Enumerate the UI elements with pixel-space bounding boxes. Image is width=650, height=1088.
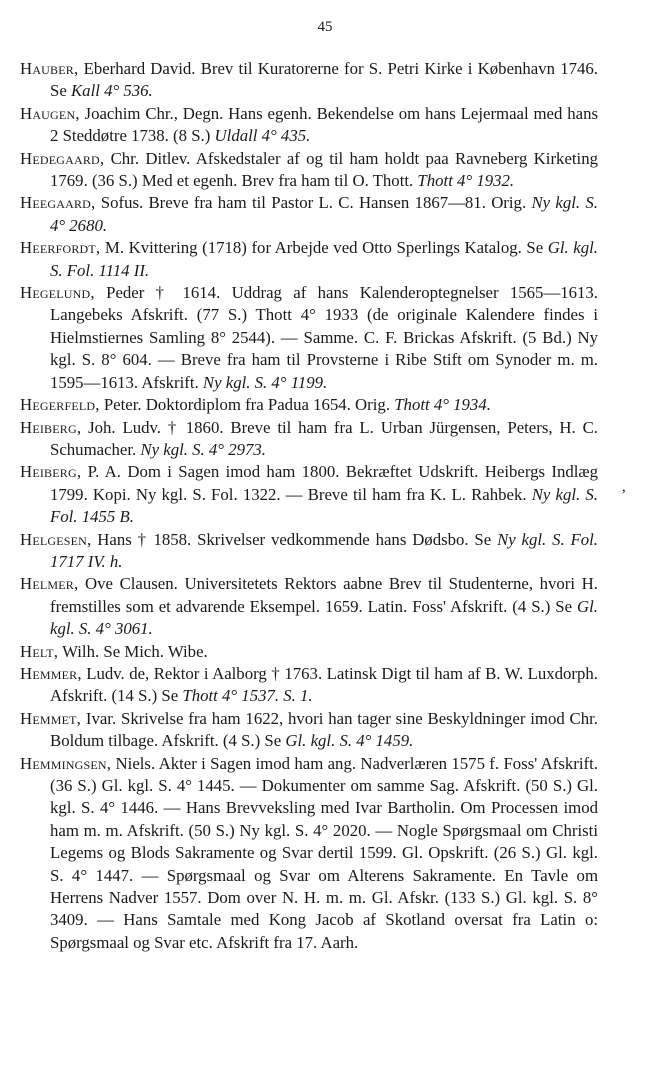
catalog-entry [20,58,598,103]
entry-reference: Thott 4° 1537. S. 1. [182,686,313,706]
catalog-entry [20,417,598,462]
entry-name: Haugen, [20,103,80,123]
entry-name: Hemmet, [20,708,82,728]
entry-reference: Uldall 4° 435. [214,126,311,146]
entry-name: Helt, [20,641,59,661]
catalog-entry [20,282,598,394]
entry-name: Heegaard, [20,193,96,213]
catalog-entry [20,641,598,663]
entry-text: Ivar. Skrivelse fra ham 1622, hvori han tager sine Beskyldninger imod Chr. Boldum tilbage. Afskrift. (4 S.) Se [50,708,598,751]
catalog-entry [20,192,598,237]
entry-name: Helgesen, [20,529,92,549]
entry-name: Heiberg, [20,462,82,482]
entry-text: Hans † 1858. Skrivelser vedkommende hans Dødsbo. Se [91,529,498,549]
entry-text: Ludv. de, Rektor i Aalborg † 1763. Latinsk Digt til ham af B. W. Luxdorph. Afskrift. (14 S.) Se [50,663,598,706]
entry-text: Peter. Doktordiplom fra Padua 1654. Orig. [99,395,395,415]
catalog-entry [20,573,598,640]
entry-text: P. A. Dom i Sagen imod ham 1800. Bekræftet Udskrift. Heibergs Indlæg 1799. Kopi. Ny kgl. S. Fol. 1322. — Breve til ham fra K. L. Rahbek. [50,462,598,504]
catalog-entry [20,753,598,955]
entry-name: Hauber, [20,59,79,78]
entry-name: Hegelund, [20,283,95,303]
catalog-entry [20,394,598,416]
entry-name: Hemmingsen, [20,753,112,773]
entry-reference: Ny kgl. S. 4° 1199. [202,372,328,392]
page-number: 45 [317,19,333,35]
entry-name: Hedegaard, [20,148,105,168]
entry-text: Niels. Akter i Sagen imod ham ang. Nadverlæren 1575 f. Foss' Afskrift. (36 S.) Gl. kgl. S. 4° 1445. — Dokumenter om samme Sag. Afskrift. (50 S.) Gl. kgl. S. 4° 1446. — Hans Brevveksling med Ivar Bartholin. Om Processen imod ham m. m. Afskrift. (50 S.) Ny kgl. S. 4° 2020. — Nogle Spørgsmaal om Christi Legems og Blods Sakramente og Svar dertil 1599. Gl. Opskrift. (26 S.) Gl. kgl. S. 4° 1447. — Spørgsmaal og Svar om Alterens Sakramente. En Tavle om Herrens Nadver 1557. Dom over N. H. m. m. Gl. Afskr. (133 S.) Gl. kgl. S. 8° 3409. — Hans Samtale med Kong Jacob af Skotland oversat fra Latin o: Spørgsmaal og Svar etc. Afskrift fra 17. Aarh. [50,753,598,952]
entry-reference: Gl. kgl. S. Fol. 1114 II. [50,238,598,280]
entry-reference: Thott 4° 1934. [394,395,491,415]
entry-name: Heerfordt, [20,238,101,258]
entry-text: Joachim Chr., Degn. Hans egenh. Bekendelse om hans Lejermaal med hans 2 Steddøtre 1738. (8 S.) [50,103,598,146]
catalog-entry [20,148,598,193]
entry-text: Joh. Ludv. † 1860. Breve til ham fra L. Urban Jürgensen, Peters, H. C. Schumacher. [50,417,598,459]
entry-name: Hegerfeld, [20,395,100,415]
entry-name: Helmer, [20,574,79,594]
entry-text: Wilh. Se Mich. Wibe. [58,641,208,661]
entry-text: Ove Clausen. Universitetets Rektors aabne Brev til Studenterne, hvori H. fremstilles som et advarende Eksempel. 1659. Latin. Foss' Afskrift. (4 S.) Se [50,574,598,616]
catalog-entry [20,103,598,148]
entry-reference: Gl. kgl. S. 4° 1459. [285,731,414,751]
catalog-entry [20,663,598,708]
entry-text: Chr. Ditlev. Afskedstaler af og til ham holdt paa Ravneberg Kirketing 1769. (36 S.) Med et egenh. Brev fra ham til O. Thott. [50,148,598,191]
catalog-entry [20,708,598,753]
entry-text: Peder † 1614. Uddrag af hans Kalenderoptegnelser 1565—1613. Langebeks Afskrift. (77 S.) Thott 4° 1933 (de originale Kalendere findes i Hielmstiernes Samling 8° 2544). — Samme. C. F. Brickas Afskrift. (5 Bd.) Ny kgl. S. 8° 604. — Breve fra ham til Provsterne i Ribe Stift om Synoder m. m. 1595—1613. Afskrift. [50,283,598,392]
stray-mark: ’ [621,487,627,504]
catalog-entry [20,237,598,282]
entry-text: Sofus. Breve fra ham til Pastor L. C. Hansen 1867—81. Orig. [95,193,532,213]
entry-reference: Ny kgl. S. 4° 2680. [50,193,598,235]
entry-reference: Thott 4° 1932. [417,171,515,191]
catalog-entries [20,58,598,954]
entry-name: Heiberg, [20,417,82,437]
catalog-entry [20,461,598,528]
entry-reference: Kall 4° 536. [70,81,153,101]
entry-reference: Ny kgl. S. Fol. 1717 IV. h. [50,529,598,571]
catalog-entry [20,529,598,574]
entry-reference: Gl. kgl. S. 4° 3061. [50,596,598,639]
entry-reference: Ny kgl. S. Fol. 1455 B. [50,484,598,527]
entry-name: Hemmer, [20,663,82,683]
entry-reference: Ny kgl. S. 4° 2973. [140,439,266,459]
entry-text: Eberhard David. Brev til Kuratorerne for S. Petri Kirke i København 1746. Se [50,59,598,101]
entry-text: M. Kvittering (1718) for Arbejde ved Otto Sperlings Katalog. Se [100,238,548,258]
